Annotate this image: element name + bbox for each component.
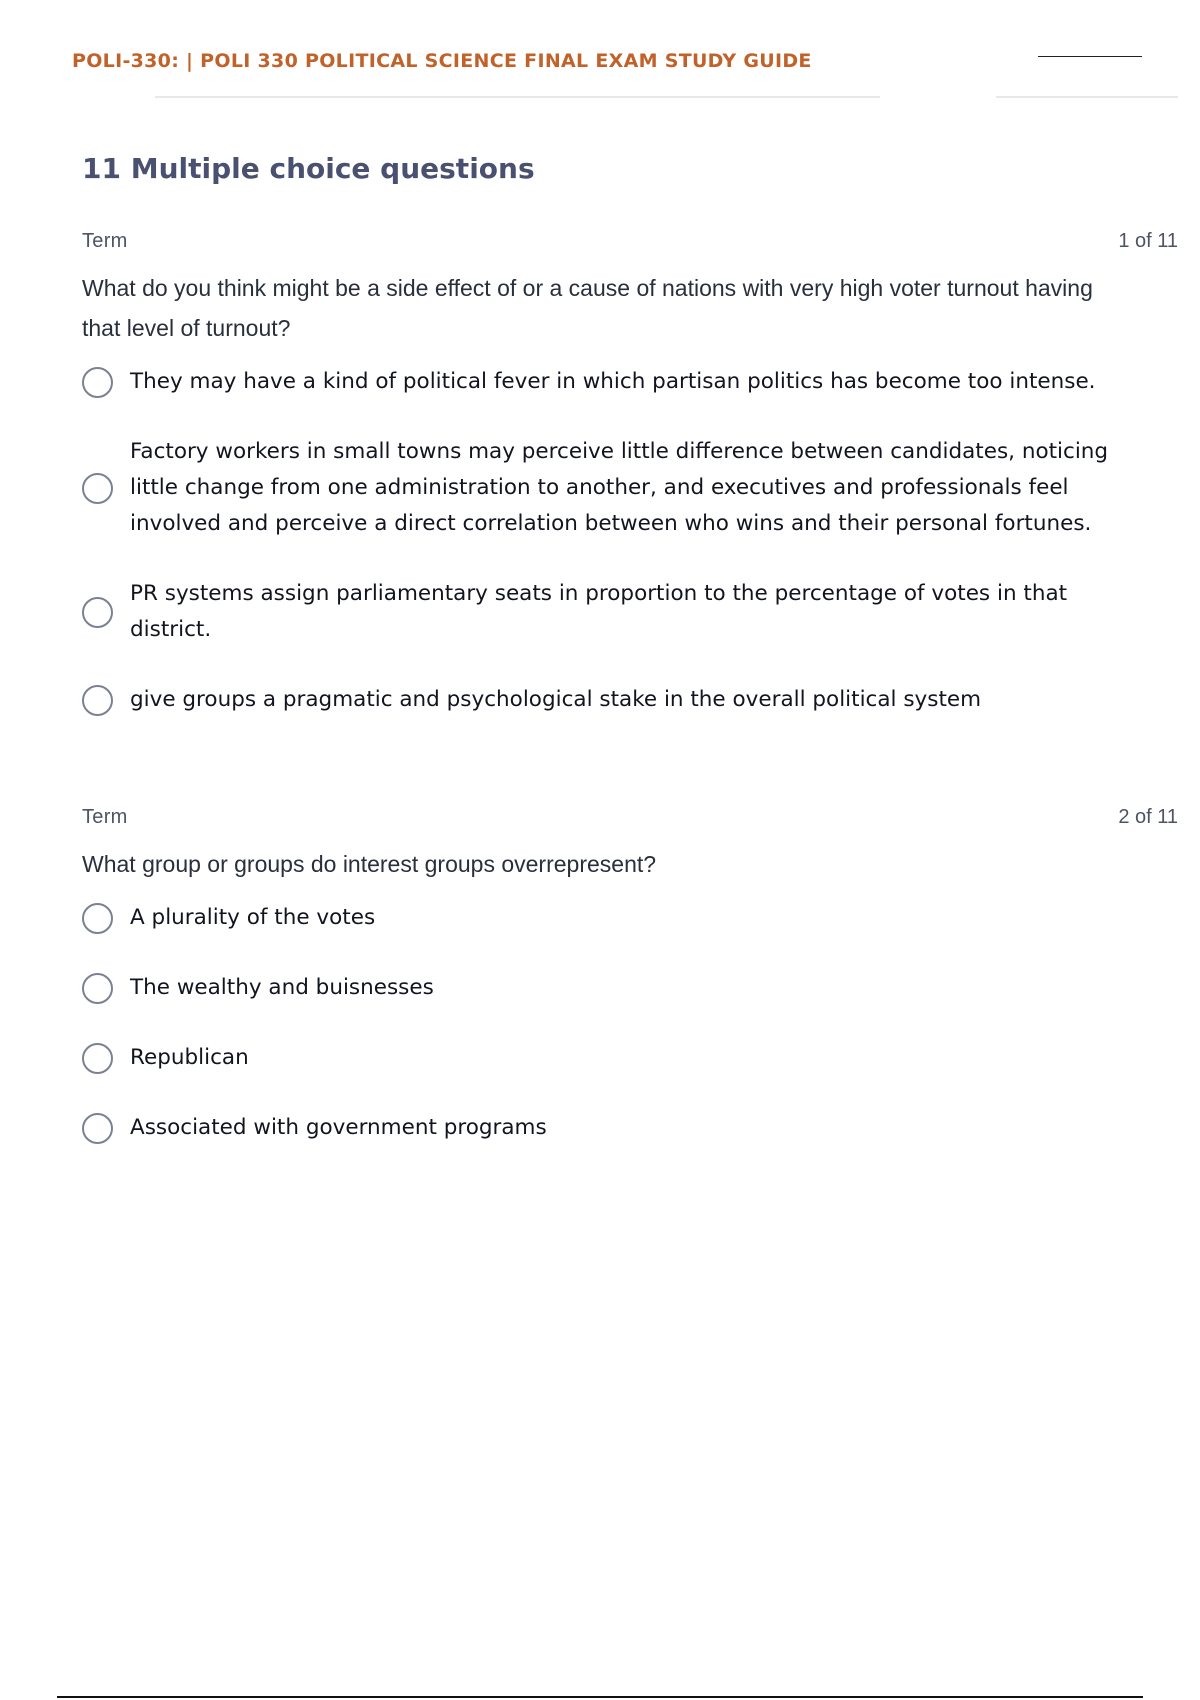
answer-option[interactable] (82, 682, 1178, 718)
radio-button-icon[interactable] (82, 1043, 113, 1074)
answer-options (82, 364, 1178, 718)
question-card-2 (82, 806, 1178, 1180)
answer-option-label: give groups a pragmatic and psychological stake in the overall political system (130, 687, 982, 712)
answer-option-label: They may have a kind of political fever in which partisan politics has become too intense. (130, 369, 1096, 394)
answer-option-label: PR systems assign parliamentary seats in proportion to the percentage of votes in that district. (130, 581, 1068, 642)
question-card-1 (82, 230, 1178, 752)
question-meta (82, 806, 1178, 830)
radio-button-icon[interactable] (82, 597, 113, 628)
term-label: Term (82, 806, 128, 828)
question-text: What do you think might be a side effect of or a cause of nations with very high voter turnout having that level of turnout? (82, 275, 1093, 341)
answer-option[interactable] (82, 900, 1178, 936)
radio-button-icon[interactable] (82, 1113, 113, 1144)
answer-option[interactable] (82, 1040, 1178, 1076)
radio-button-icon[interactable] (82, 903, 113, 934)
answer-option[interactable] (82, 1110, 1178, 1146)
header-signature-line (1038, 56, 1142, 57)
radio-button-icon[interactable] (82, 473, 113, 504)
answer-option-label: Republican (130, 1045, 249, 1070)
term-label: Term (82, 230, 128, 252)
question-text: What group or groups do interest groups overrepresent? (82, 851, 657, 877)
question-counter: 1 of 11 (1118, 230, 1178, 252)
section-title: 11 Multiple choice questions (82, 152, 535, 185)
answer-options (82, 900, 1178, 1146)
question-counter: 2 of 11 (1118, 806, 1178, 828)
answer-option[interactable] (82, 434, 1178, 542)
answer-option[interactable] (82, 576, 1178, 648)
radio-button-icon[interactable] (82, 367, 113, 398)
question-meta (82, 230, 1178, 254)
footer-divider (57, 1696, 1143, 1698)
header-divider-right (996, 96, 1178, 98)
answer-option-label: Associated with government programs (130, 1115, 547, 1140)
radio-button-icon[interactable] (82, 973, 113, 1004)
answer-option-label: A plurality of the votes (130, 905, 376, 930)
radio-button-icon[interactable] (82, 685, 113, 716)
answer-option[interactable] (82, 364, 1178, 400)
header-divider (155, 96, 880, 98)
answer-option-label: Factory workers in small towns may perceive little difference between candidates, noticing little change from one administration to another, and executives and professionals feel involved and perceive a direct correlation between who wins and their personal fortunes. (130, 439, 1109, 536)
answer-option-label: The wealthy and buisnesses (130, 975, 434, 1000)
answer-option[interactable] (82, 970, 1178, 1006)
document-header-title: POLI-330: | POLI 330 POLITICAL SCIENCE FINAL EXAM STUDY GUIDE (72, 50, 812, 72)
